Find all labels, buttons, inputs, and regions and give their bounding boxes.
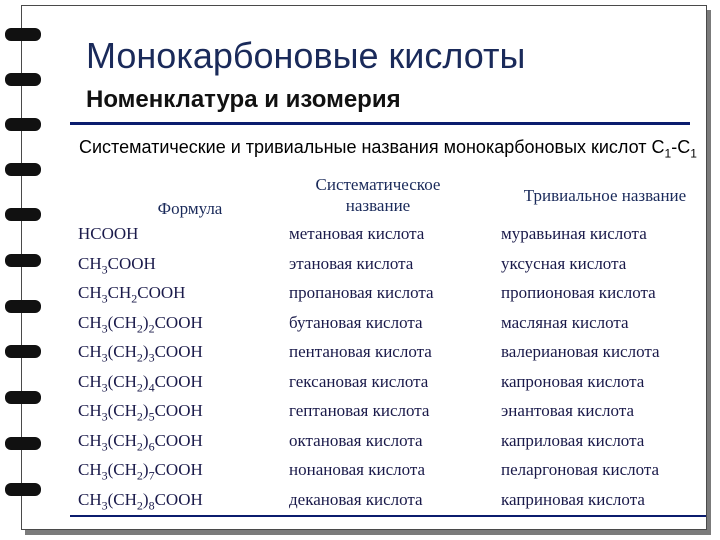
caption-text: Систематические и тривиальные названия монокарбоновых кислот С (79, 137, 665, 157)
systematic-name-cell: гексановая кислота (289, 371, 429, 391)
title-divider (70, 122, 690, 125)
formula-part: CH (107, 283, 132, 302)
formula-part: CH (78, 371, 102, 391)
trivial-name-cell: пеларгоновая кислота (501, 460, 660, 479)
formula-part: (CH (107, 460, 137, 479)
formula-part: COOH (154, 430, 203, 450)
formula-part: COOH (154, 401, 203, 420)
formula-subscript: 8 (148, 497, 155, 512)
formula-part: ) (142, 489, 149, 509)
formula-subscript: 2 (136, 497, 143, 512)
slide (21, 5, 707, 530)
formula-part: (CH (107, 401, 137, 420)
formula-part: CH (78, 430, 102, 450)
systematic-name-cell: бутановая кислота (289, 312, 423, 332)
header-systematic-line2: название (345, 196, 411, 215)
table-row (70, 279, 707, 309)
trivial-name-cell: пропионовая кислота (501, 283, 656, 302)
formula-cell (78, 460, 203, 483)
slide-subtitle: Номенклатура и изомерия (86, 86, 401, 113)
systematic-name-cell: этановая кислота (289, 253, 414, 273)
binder-ring (5, 300, 41, 313)
table-row (70, 486, 707, 516)
binder-ring (5, 345, 41, 358)
formula-part: COOH (107, 253, 156, 273)
formula-part: ) (142, 371, 149, 391)
table-row (70, 220, 707, 250)
formula-cell (78, 372, 203, 395)
formula-part: ) (142, 460, 149, 479)
binder-ring (5, 208, 41, 221)
systematic-name-cell: пропановая кислота (289, 283, 434, 302)
acids-table (70, 166, 707, 517)
formula-subscript: 7 (148, 468, 155, 483)
formula-part: COOH (154, 371, 203, 391)
binder-ring (5, 391, 41, 404)
systematic-name-cell: гептановая кислота (289, 401, 430, 420)
table-row (70, 456, 707, 486)
table-row (70, 309, 707, 339)
trivial-name-cell: муравьиная кислота (501, 224, 647, 243)
formula-part: COOH (137, 283, 186, 302)
formula-subscript: 3 (101, 261, 108, 276)
formula-part: COOH (154, 312, 203, 332)
formula-cell (78, 342, 203, 365)
formula-part: ) (142, 430, 149, 450)
formula-subscript: 3 (148, 350, 155, 365)
trivial-name-cell: масляная кислота (501, 312, 629, 332)
systematic-name-cell: пентановая кислота (289, 342, 432, 361)
trivial-name-cell: каприловая кислота (501, 430, 645, 450)
formula-subscript: 3 (101, 320, 108, 335)
formula-part: (CH (107, 312, 137, 332)
formula-part: COOH (154, 342, 203, 361)
formula-part: COOH (154, 460, 203, 479)
trivial-name-cell: уксусная кислота (501, 253, 627, 273)
formula-cell (78, 283, 185, 306)
formula-subscript: 6 (148, 438, 155, 453)
binder-ring (5, 118, 41, 131)
formula-part: ) (142, 401, 149, 420)
formula-part: CH (78, 283, 102, 302)
header-formula: Формула (157, 199, 223, 218)
binder-ring (5, 28, 41, 41)
formula-subscript: 3 (101, 379, 108, 394)
header-systematic-line1: Систематическое (315, 175, 441, 194)
table-row (70, 338, 707, 368)
formula-part: HCOOH (78, 224, 139, 243)
caption-sub-1: 1 (664, 146, 672, 161)
binder-ring (5, 437, 41, 450)
systematic-name-cell: нонановая кислота (289, 460, 426, 479)
formula-part: COOH (154, 489, 203, 509)
formula-cell (78, 313, 203, 336)
formula-part: CH (78, 401, 102, 420)
systematic-name-cell: октановая кислота (289, 430, 423, 450)
formula-subscript: 2 (148, 320, 155, 335)
formula-subscript: 3 (101, 409, 108, 424)
formula-subscript: 2 (136, 409, 143, 424)
formula-cell (78, 224, 138, 244)
formula-subscript: 2 (136, 320, 143, 335)
formula-part: (CH (107, 371, 137, 391)
formula-subscript: 4 (148, 379, 155, 394)
binder-ring (5, 73, 41, 86)
formula-subscript: 5 (148, 409, 155, 424)
binder-ring (5, 483, 41, 496)
formula-subscript: 2 (136, 468, 143, 483)
table-row (70, 427, 707, 457)
caption-sub-2: 1 (690, 146, 697, 161)
table-row (70, 250, 707, 280)
formula-subscript: 2 (136, 350, 143, 365)
formula-subscript: 3 (101, 438, 108, 453)
table-row (70, 368, 707, 398)
formula-subscript: 2 (136, 379, 143, 394)
formula-cell (78, 490, 203, 513)
trivial-name-cell: энантовая кислота (501, 401, 635, 420)
formula-subscript: 3 (101, 350, 108, 365)
caption-dash: -С (671, 137, 691, 157)
formula-part: ) (142, 342, 149, 361)
table-caption (79, 137, 697, 161)
formula-part: CH (78, 312, 102, 332)
formula-cell (78, 431, 203, 454)
formula-part: CH (78, 489, 102, 509)
header-trivial: Тривиальное название (523, 186, 687, 205)
formula-part: CH (78, 342, 102, 361)
systematic-name-cell: декановая кислота (289, 489, 423, 509)
trivial-name-cell: валериановая кислота (501, 342, 660, 361)
table-row (70, 397, 707, 427)
formula-part: ) (142, 312, 149, 332)
formula-cell (78, 401, 203, 424)
formula-subscript: 2 (131, 291, 138, 306)
formula-part: CH (78, 253, 102, 273)
binder-ring (5, 163, 41, 176)
formula-subscript: 3 (101, 291, 108, 306)
formula-subscript: 3 (101, 468, 108, 483)
systematic-name-cell: метановая кислота (289, 224, 425, 243)
trivial-name-cell: каприновая кислота (501, 489, 645, 509)
trivial-name-cell: капроновая кислота (501, 371, 645, 391)
formula-part: CH (78, 460, 102, 479)
formula-part: (CH (107, 342, 137, 361)
formula-subscript: 2 (136, 438, 143, 453)
binder-ring (5, 254, 41, 267)
formula-part: (CH (107, 430, 137, 450)
slide-title: Монокарбоновые кислоты (86, 35, 526, 76)
header-systematic (288, 174, 468, 216)
formula-subscript: 3 (101, 497, 108, 512)
formula-cell (78, 254, 156, 277)
formula-part: (CH (107, 489, 137, 509)
